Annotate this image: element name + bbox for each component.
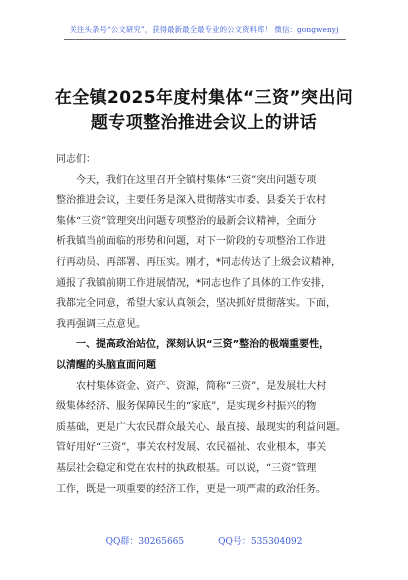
footer-qq-group: QQ群：30265665 <box>105 537 185 547</box>
title-line-2: 题专项整治推进会议上的讲话 <box>90 113 318 133</box>
title-line-1: 在全镇2025年度村集体“三资”突出问 <box>54 88 354 108</box>
paragraph-2-line: 管好用好“三资”，事关农村发展、农民福祉、农业根本，事关 <box>56 442 327 454</box>
footer-contact <box>0 534 408 547</box>
paragraph-1-line: 今天，我们在这里召开全镇村集体“三资”突出问题专项 <box>76 174 317 186</box>
paragraph-1-line: 集体“三资”管理突出问题专项整治的最新会议精神，全面分 <box>56 215 317 227</box>
paragraph-2-line: 级集体经济、服务保障民生的“家底”，是实现乡村振兴的物 <box>56 401 317 413</box>
paragraph-1-line: 行再动员、再部署、再压实。刚才，*同志传达了上级会议精神， <box>56 256 341 268</box>
paragraph-2-line: 工作，既是一项重要的经济工作，更是一项严肃的政治任务。 <box>56 483 326 495</box>
paragraph-1-line: 析我镇当前面临的形势和问题，对下一阶段的专项整治工作进 <box>56 236 326 248</box>
header-promo-note: 关注头条号“公文研究”，获得最新最全最专业的公文资料库！ 微信：gongwenyj <box>69 25 339 34</box>
paragraph-2-line: 农村集体资金、资产、资源，简称“三资”，是发展壮大村 <box>76 380 327 392</box>
salutation: 同志们： <box>56 154 96 165</box>
section-1-heading-line: 一、提高政治站位，深刻认识“三资”整治的极端重要性， <box>76 339 330 351</box>
paragraph-1-line: 我都完全同意，希望大家认真领会，坚决抓好贯彻落实。下面， <box>56 298 336 310</box>
section-1-heading-line: 以清醒的头脑直面问题 <box>56 359 156 371</box>
header-divider <box>64 39 346 40</box>
paragraph-2-line: 质基础，更是广大农民群众最关心、最直接、最现实的利益问题。 <box>56 421 346 433</box>
paragraph-1-line: 我再强调三点意见。 <box>56 318 146 330</box>
document-title <box>40 86 368 136</box>
paragraph-2-line: 基层社会稳定和党在农村的执政根基。可以说，“三资”管理 <box>56 462 317 474</box>
paragraph-1-line: 整治推进会议，主要任务是深入贯彻落实市委、县委关于农村 <box>56 195 326 207</box>
paragraph-1-line: 通报了我镇前期工作进展情况，*同志也作了具体的工作安排， <box>56 277 331 289</box>
footer-qq-number: QQ号：535304092 <box>218 537 303 547</box>
document-body <box>56 150 356 500</box>
